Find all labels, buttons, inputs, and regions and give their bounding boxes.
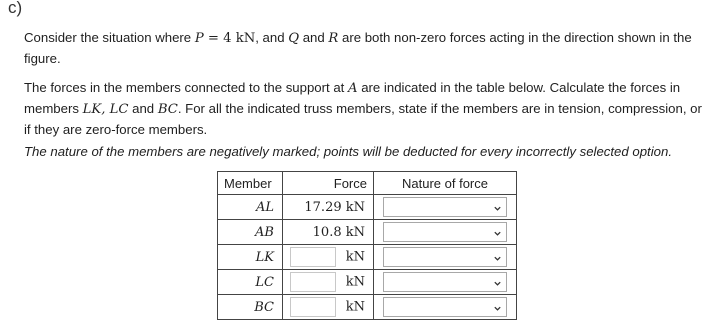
para2-math-a: A [348, 81, 358, 96]
negative-marking-note: The nature of the members are negatively marked; points will be deducted for every incorrectly selected option. [24, 144, 672, 159]
para1-text-4: are both non-zero forces acting in the direction shown in the figure. [24, 30, 692, 66]
member-name: LK [218, 245, 283, 270]
force-unit: kN [345, 249, 365, 265]
para2-text-1: The forces in the members connected to the support at [24, 80, 349, 95]
force-value: 10.8 kN [312, 224, 365, 240]
force-input[interactable] [290, 297, 336, 317]
para1-math-p: P [194, 31, 204, 46]
para2-math-bc: BC [157, 102, 178, 117]
para1-math-eq: = 4 kN [203, 31, 256, 46]
force-value: 17.29 kN [304, 199, 365, 215]
para1-text-3: and [299, 30, 329, 45]
table-row [218, 195, 517, 220]
table-row [218, 220, 517, 245]
header-nature: Nature of force [374, 172, 517, 195]
member-name: AL [218, 195, 283, 220]
question-paragraph-1 [24, 28, 708, 69]
member-name: BC [218, 295, 283, 320]
table-row [218, 245, 517, 270]
nature-select[interactable] [383, 272, 507, 292]
header-force: Force [283, 172, 374, 195]
table-header-row [218, 172, 517, 195]
table-row [218, 295, 517, 320]
force-cell [283, 195, 374, 220]
header-member: Member [218, 172, 283, 195]
force-cell [283, 245, 374, 270]
nature-cell [374, 295, 517, 320]
nature-cell [374, 245, 517, 270]
force-cell [283, 295, 374, 320]
force-unit: kN [345, 299, 365, 315]
member-name: LC [218, 270, 283, 295]
part-label: c) [8, 0, 23, 17]
forces-table [217, 171, 517, 320]
force-cell [283, 270, 374, 295]
nature-cell [374, 220, 517, 245]
nature-select[interactable] [383, 297, 507, 317]
para2-text-2: are indicated in the table below. Calculate the forces in members [24, 80, 681, 116]
nature-select[interactable] [383, 197, 507, 217]
table-row [218, 270, 517, 295]
para2-text-3: and [128, 101, 158, 116]
para1-math-r: R [328, 31, 339, 46]
force-unit: kN [345, 274, 365, 290]
chevron-down-icon [493, 251, 502, 260]
nature-cell [374, 270, 517, 295]
nature-cell [374, 195, 517, 220]
nature-select[interactable] [383, 247, 507, 267]
chevron-down-icon [493, 201, 502, 210]
force-cell [283, 220, 374, 245]
chevron-down-icon [493, 301, 502, 310]
para1-math-q: Q [288, 31, 300, 46]
para2-text-4: . For all the indicated truss members, state if the members are in tension, compression, or if they are zero-force members. [24, 101, 702, 137]
para2-math-lk-lc: LK, LC [82, 102, 129, 117]
member-name: AB [218, 220, 283, 245]
para1-text-1: Consider the situation where [24, 30, 195, 45]
force-input[interactable] [290, 247, 336, 267]
chevron-down-icon [493, 276, 502, 285]
chevron-down-icon [493, 226, 502, 235]
para1-text-2: , and [255, 30, 289, 45]
force-input[interactable] [290, 272, 336, 292]
nature-select[interactable] [383, 222, 507, 242]
question-paragraph-2 [24, 78, 708, 140]
